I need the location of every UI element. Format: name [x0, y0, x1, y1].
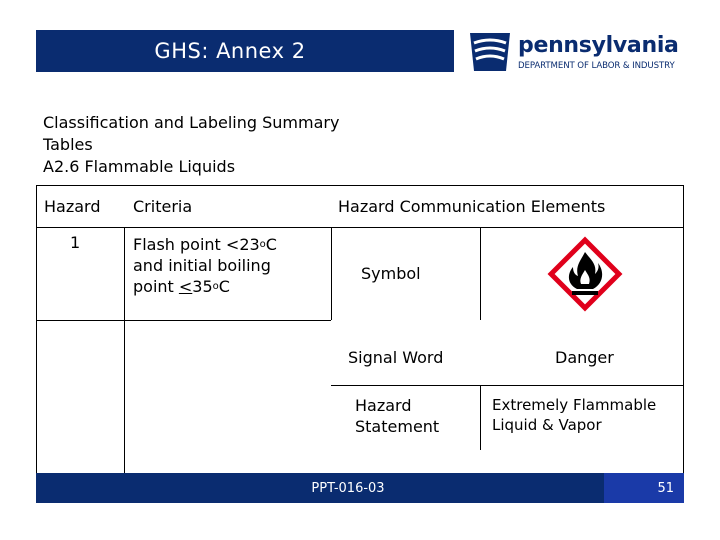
hazard-category: 1 — [70, 233, 81, 252]
heading-line: Classification and Labeling Summary — [43, 113, 340, 132]
statement-line: Liquid & Vapor — [492, 416, 602, 434]
page-number: 51 — [657, 480, 674, 496]
label-line: Statement — [355, 417, 440, 436]
table-divider — [124, 227, 125, 473]
table-right-border — [683, 185, 684, 473]
criteria-line: and initial boiling — [133, 256, 271, 275]
degree-sign: o — [259, 239, 266, 250]
criteria-value: 35 — [192, 277, 213, 296]
unit: C — [218, 277, 230, 296]
table-top-border — [36, 185, 684, 186]
logo-name: pennsylvania — [518, 33, 679, 58]
logo-department: DEPARTMENT OF LABOR & INDUSTRY — [518, 61, 675, 71]
title-bar — [36, 30, 454, 72]
symbol-label: Symbol — [361, 264, 421, 283]
criteria-text — [133, 234, 277, 297]
lte-sign: < — [178, 277, 193, 296]
unit: C — [265, 235, 277, 254]
criteria-line: Flash point <23 — [133, 235, 260, 254]
table-divider — [331, 385, 684, 386]
statement-line: Extremely Flammable — [492, 396, 657, 414]
hazard-statement-label — [355, 395, 439, 437]
label-line: Hazard — [355, 396, 412, 415]
table-left-border — [36, 185, 37, 473]
heading-line: Tables — [43, 135, 93, 154]
table-divider — [36, 227, 684, 228]
signal-word-label: Signal Word — [348, 348, 444, 367]
table-divider — [480, 227, 481, 320]
table-divider — [36, 320, 331, 321]
footer-code: PPT-016-03 — [311, 480, 385, 496]
header-hazard: Hazard — [44, 197, 101, 216]
signal-word-value: Danger — [555, 348, 614, 367]
heading-line: A2.6 Flammable Liquids — [43, 157, 236, 176]
criteria-line: point — [133, 277, 179, 296]
table-divider — [480, 385, 481, 450]
slide-title: GHS: Annex 2 — [154, 39, 306, 63]
hazard-statement-value — [492, 395, 656, 435]
footer-bar — [36, 473, 684, 503]
table-divider — [331, 227, 332, 320]
degree-sign: o — [212, 281, 219, 292]
header-criteria: Criteria — [133, 197, 193, 216]
page-heading — [43, 112, 339, 178]
header-communication-elements: Hazard Communication Elements — [338, 197, 606, 216]
pennsylvania-logo — [466, 31, 690, 75]
keystone-icon — [466, 31, 514, 73]
flame-pictogram-icon — [545, 234, 625, 314]
